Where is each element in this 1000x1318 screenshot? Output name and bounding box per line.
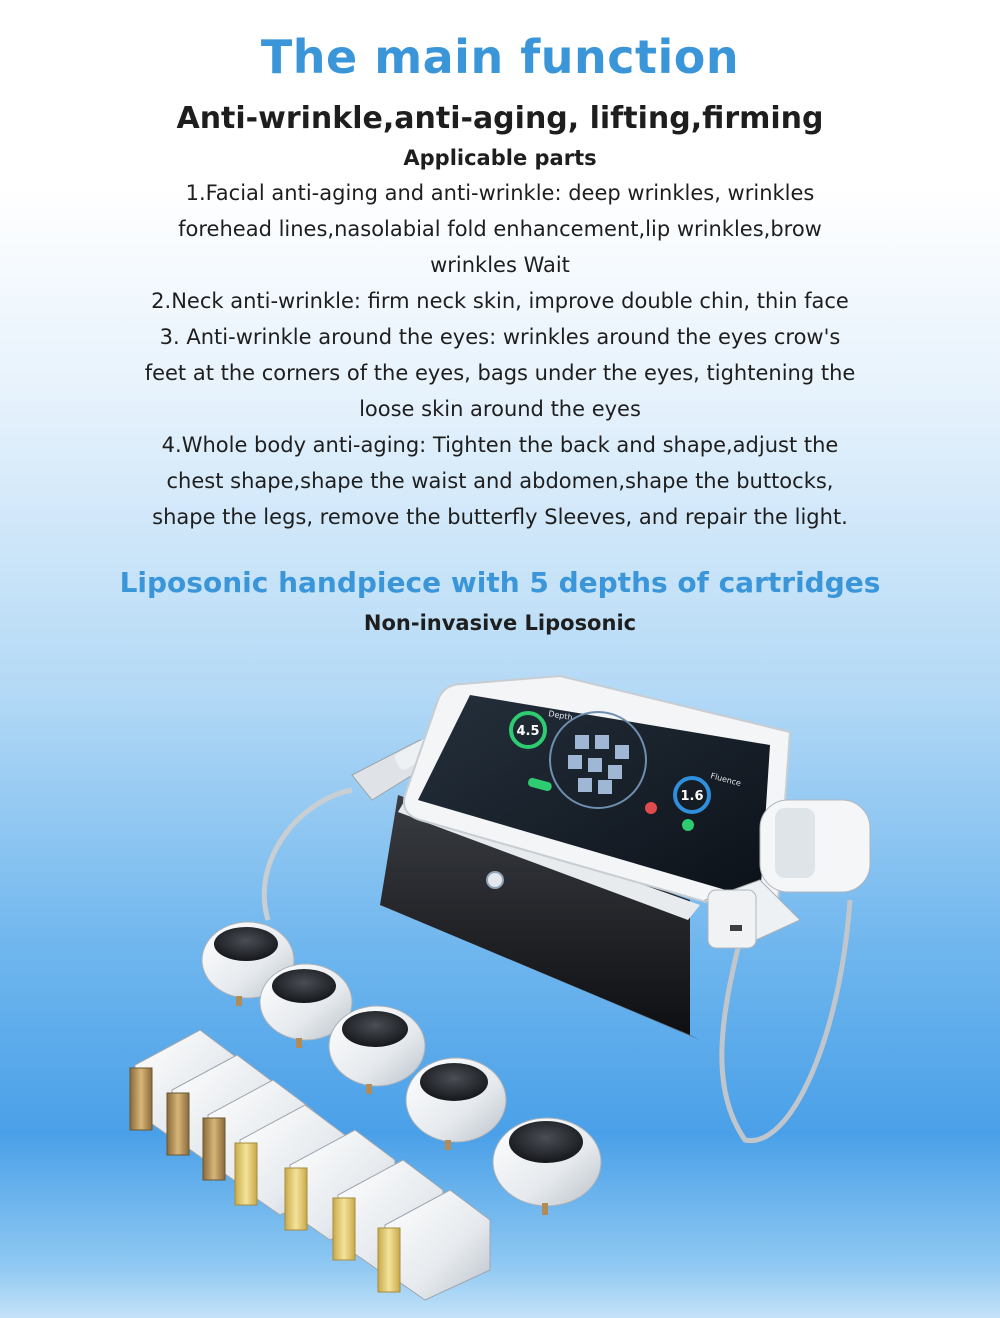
product-illustration (0, 660, 1000, 1318)
plus-button (682, 819, 694, 831)
parts-line: forehead lines,nasolabial fold enhancement,lip wrinkles,brow (178, 217, 822, 241)
depth-label: Depth (547, 709, 574, 723)
parts-line: feet at the corners of the eyes, bags under the eyes, tightening the (144, 361, 856, 385)
depth-value: 4.5 (516, 724, 540, 739)
main-subtitle: Anti-wrinkle,anti-aging, lifting,firming (176, 101, 824, 136)
liposonic-title: Liposonic handpiece with 5 depths of cartridges (119, 566, 881, 599)
round-cartridge (493, 1118, 601, 1215)
applicable-parts-heading: Applicable parts (403, 146, 597, 170)
parts-line: loose skin around the eyes (359, 397, 641, 421)
parts-line: 2.Neck anti-wrinkle: firm neck skin, improve double chin, thin face (151, 289, 849, 313)
round-cartridge (406, 1058, 506, 1150)
parts-line: 3. Anti-wrinkle around the eyes: wrinkles around the eyes crow's (159, 325, 841, 349)
fluence-value: 1.6 (680, 789, 704, 804)
parts-line: wrinkles Wait (430, 253, 570, 277)
round-cartridge (329, 1006, 425, 1094)
page-title: The main function (260, 30, 740, 84)
power-button (487, 872, 503, 888)
parts-line: 1.Facial anti-aging and anti-wrinkle: deep wrinkles, wrinkles (185, 181, 815, 205)
parts-line: chest shape,shape the waist and abdomen,shape the buttocks, (166, 469, 834, 493)
fluence-label: Fluence (709, 771, 742, 789)
liposonic-subtitle: Non-invasive Liposonic (363, 611, 637, 635)
minus-button (645, 802, 657, 814)
parts-line: shape the legs, remove the butterfly Sleeves, and repair the light. (152, 505, 848, 529)
parts-line: 4.Whole body anti-aging: Tighten the back and shape,adjust the (161, 433, 839, 457)
